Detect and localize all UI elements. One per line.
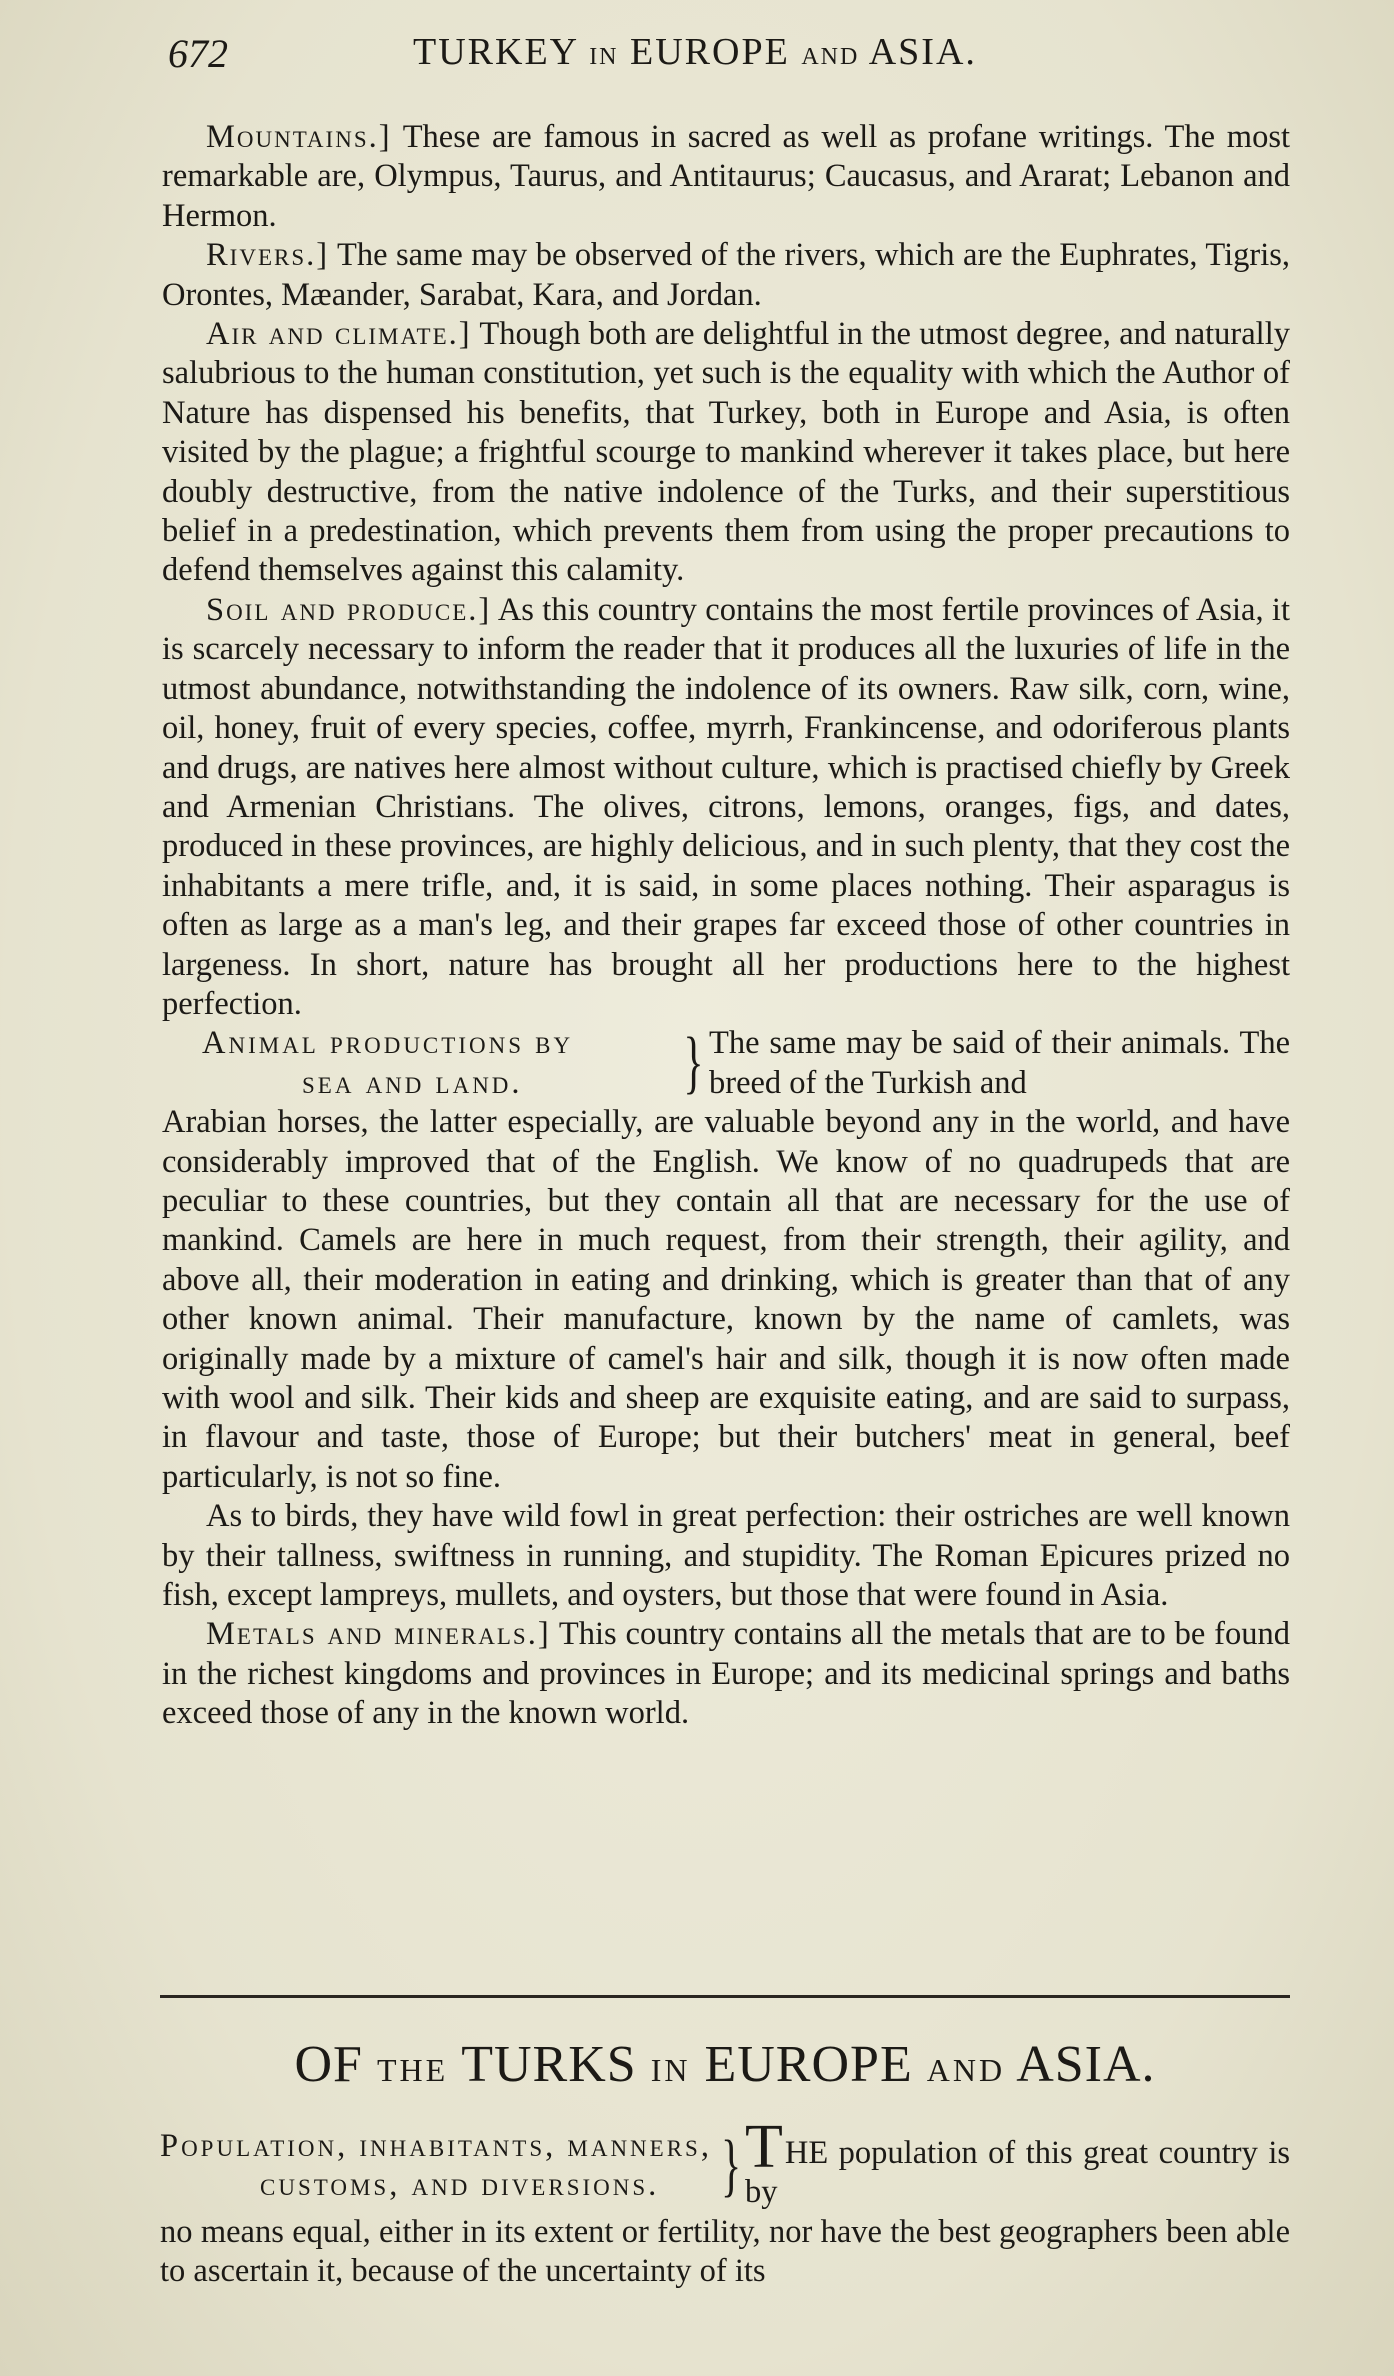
brace-glyph: } [683,1024,704,1102]
paragraph-mountains [162,118,1290,236]
paragraph-soil-produce [162,591,1290,1024]
paragraph-metals [162,1615,1290,1733]
section-divider [160,1995,1290,1998]
paragraph-text: Though both are delightful in the utmost degree, and naturally salubrious to the human constitution, yet such is the equality with which the Author of Nature has dispensed his benefits, that Turkey, both in Europe and Asia, is often visited by the plague; a frightful scourge to mankind wherever it takes place, but here doubly destructive, from the native indolence of the Turks, and their superstitious belief in a predestination, which prevents them from using the proper precautions to defend themselves against this calamity. [162,316,1290,589]
paragraph-population-head [160,2113,1290,2213]
paragraph-label: Air and climate.] [206,316,472,353]
page-number: 672 [168,31,228,76]
brace-glyph: } [721,2127,742,2204]
section-title: OF THE TURKS IN EUROPE AND ASIA. [294,2036,1156,2093]
paragraph-label: Metals and minerals.] [206,1616,551,1653]
side-heading: Population, inhabitants, manners, customs, and diversions. [160,2128,712,2204]
paragraph-text: THE population of this great country is by [745,2113,1290,2211]
paragraph-air-climate [162,315,1290,591]
paragraph-label: Mountains.] [206,119,392,155]
paragraph-text: As this country contains the most fertile provinces of Asia, it is scarcely necessary to inform the reader that it produces all the luxuries of life in the utmost abundance, notwithstanding the indolence of its owners. Raw silk, corn, wine, oil, honey, fruit of every species, coffee, myrrh, Frankincense, and odoriferous plants and drugs, are natives here almost without culture, which is practised chiefly by Greek and Armenian Christians. The olives, citrons, lemons, oranges, figs, and dates, produced in these provinces, are highly delicious, and in such plenty, that they cost the inhabitants a mere trifle, and, it is said, in some places nothing. Their asparagus is often as large as a man's leg, and their grapes far exceed those of other countries in largeness. In short, nature has brought all her productions here to the highest perfection. [162,591,1290,1022]
paragraph-animal-productions-rest: Arabian horses, the latter especially, are valuable beyond any in the world, and have considerably improved that of the English. We know of no quadrupeds that are peculiar to these countries, but they contain all that are necessary for the use of mankind. Camels are here in much request, from their strength, their agility, and above all, their moderation in eating and drinking, which is greater than that of any other known animal. Their manufacture, known by the name of camlets, was originally made by a mixture of camel's hair and silk, though it is now often made with wool and silk. Their kids and sheep are exquisite eating, and are said to surpass, in flavour and taste, those of Europe; but their butchers' meat in general, beef particularly, is not so fine. [162,1104,1290,1495]
drop-cap: T [745,2113,783,2181]
running-header [168,30,1288,90]
paragraph-text: The same may be observed of the rivers, which are the Euphrates, Tigris, Orontes, Mæander, Sarabat, Kara, and Jordan. [162,237,1291,313]
body-text [162,118,1290,1734]
section-body [160,2113,1290,2292]
paragraph-text: The same may be said of their animals. The breed of the Turkish and [709,1025,1290,1101]
paragraph-animal-productions-head [162,1024,1290,1103]
paragraph-rivers [162,236,1290,315]
paragraph-population-rest: no means equal, either in its extent or fertility, nor have the best geographers been able to ascertain it, because of the uncertainty of its [160,2213,1290,2290]
side-heading: Animal productions by sea and land. [202,1025,574,1101]
paragraph-birds: As to birds, they have wild fowl in great perfection: their ostriches are well known by their tallness, swiftness in running, and stupidity. The Roman Epicures prized no fish, except lampreys, mullets, and oysters, but those that were found in Asia. [162,1498,1290,1614]
paragraph-text: These are famous in sacred as well as profane writings. The most remarkable are, Olympus, Taurus, and Antitaurus; Caucasus, and Ararat; Lebanon and Hermon. [162,119,1290,234]
running-title: TURKEY IN EUROPE AND ASIA. [413,31,977,73]
paragraph-label: Rivers.] [206,237,330,274]
paragraph-text: This country contains all the metals that are to be found in the richest kingdoms and provinces in Europe; and its medicinal springs and baths exceed those of any in the known world. [162,1616,1290,1732]
paragraph-label: Soil and produce.] [206,591,492,628]
